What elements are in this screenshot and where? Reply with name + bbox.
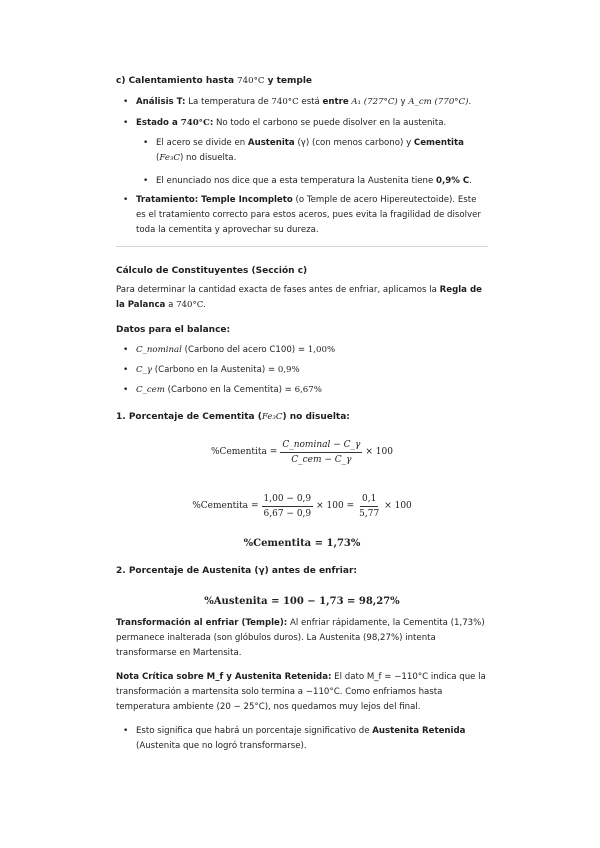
bullet-analisis: • Análisis T: La temperatura de 740°C está entre A₁ (727°C) y A_cm (770°C). [116, 95, 488, 110]
estado-sublist [136, 136, 488, 166]
datos-title: Datos para el balance: [116, 325, 231, 335]
equation-cementita-values: %Cementita = $\frac{1,00 - 0,9}{6,67 - 0,9}$ × 100 = $\frac{0,1}{5,77}$ × 100 [192, 494, 412, 519]
final-list [116, 724, 488, 754]
equation-austenita-result: %Austenita = 100 − 1,73 = 98,27% [204, 596, 400, 607]
fraction: $\frac{\text{C\_nominal − C\_γ}}{\text{C\_cem − C\_γ}}$ [282, 440, 361, 465]
dato-c-cem: • C_cem (Carbono en la Cementita) = 6,67% [116, 383, 488, 398]
equation-cementita-formula: %Cementita = $\frac{\text{C\_nominal − C\_γ}}{\text{C\_cem − C\_γ}}$ × 100 [211, 440, 393, 465]
calc-title: Cálculo de Constituyentes (Sección c) [116, 266, 308, 276]
equation-cementita-result: %Cementita = 1,73% [243, 538, 361, 549]
fraction: $\frac{1,00 - 0,9}{6,67 - 0,9}$ [263, 494, 312, 519]
section-c-list [116, 95, 488, 110]
nota-critica-paragraph: Nota Crítica sobre M_f y Austenita Retenida: El dato M_f = −110°C indica que la transformación a martensita solo termina a −110°C. Como enfriamos hasta temperatura ambiente (20 − 25°C), nos quedamos muy lejos del final. [116, 672, 486, 712]
p1-title: 1. Porcentaje de Cementita (Fe₃C) no disuelta: [116, 412, 350, 422]
section-c-heading: c) Calentamiento hasta 740°C y temple [116, 76, 313, 86]
bullet-austenita-retenida: • Esto significa que habrá un porcentaje significativo de Austenita Retenida (Austenita que no logró transformarse). [116, 724, 488, 754]
section-c-list-2 [116, 116, 488, 131]
calc-intro: Para determinar la cantidad exacta de fases antes de enfriar, aplicamos la Regla de la Palanca a 740°C. [116, 285, 482, 310]
transformacion-paragraph: Transformación al enfriar (Temple): Al enfriar rápidamente, la Cementita (1,73%) permanece inalterada (son glóbulos duros). La Austenita (98,27%) intenta transformarse en Martensita. [116, 618, 485, 658]
sub-bullet-enunciado: • El enunciado nos dice que a esta temperatura la Austenita tiene 0,9% C. [136, 174, 488, 189]
section-c-list-3 [116, 193, 488, 238]
bullet-estado: • Estado a 740°C: No todo el carbono se puede disolver en la austenita. [116, 116, 488, 131]
section-divider [116, 246, 488, 247]
p2-title: 2. Porcentaje de Austenita (γ) antes de enfriar: [116, 566, 358, 576]
sub-bullet-division: • El acero se divide en Austenita (γ) (con menos carbono) y Cementita (Fe₃C) no disuelta. [136, 136, 488, 166]
dato-c-nominal: • C_nominal (Carbono del acero C100) = 1,00% [116, 343, 488, 358]
bullet-tratamiento: • Tratamiento: Temple Incompleto (o Temple de acero Hipereutectoide). Este es el tratamiento correcto para estos aceros, pues evita la fragilidad de disolver toda la cementita y aprovechar su dureza. [116, 193, 488, 238]
dato-c-gamma: • C_γ (Carbono en la Austenita) = 0,9% [116, 363, 488, 378]
estado-sublist-2 [136, 174, 488, 189]
datos-list [116, 343, 488, 398]
fraction: $\frac{0,1}{5,77}$ [359, 494, 380, 519]
